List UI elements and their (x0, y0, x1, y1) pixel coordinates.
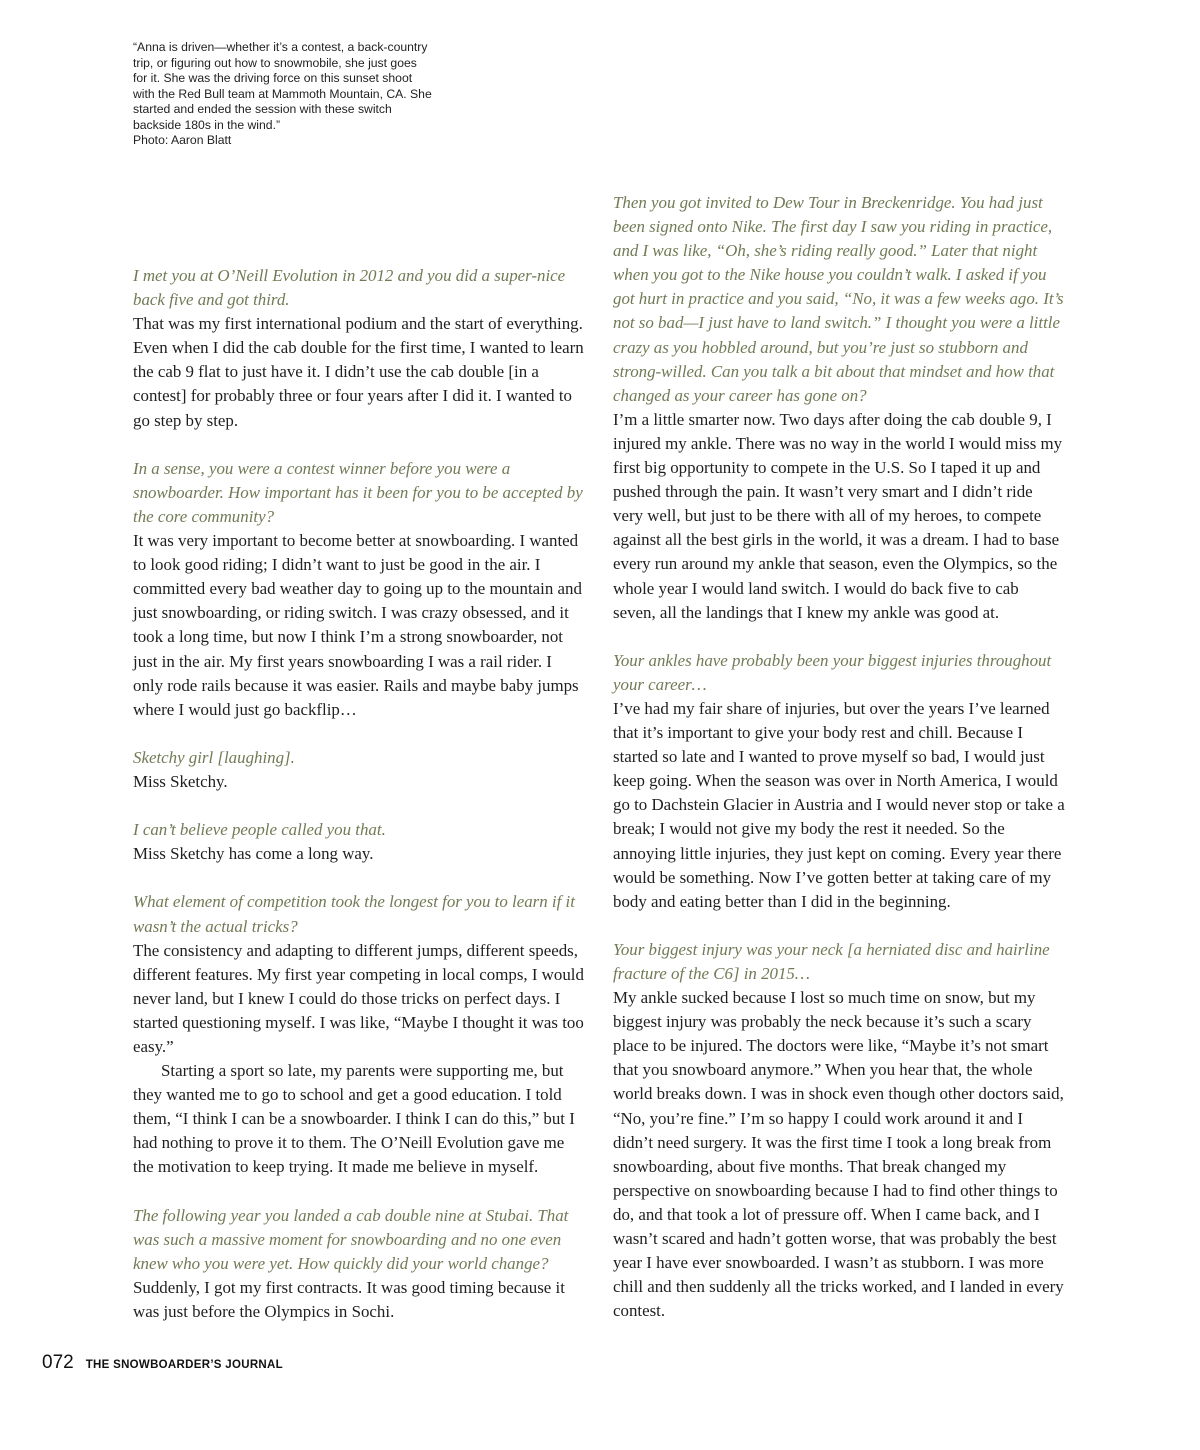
page-number: 072 (42, 1352, 74, 1373)
question: I met you at O’Neill Evolution in 2012 and you did a super-nice back five and got third. (133, 266, 566, 310)
question: Then you got invited to Dew Tour in Breckenridge. You had just been signed onto Nike. The first day I saw you riding in practice, and I was like, “Oh, she’s riding really good.” Later that night when you got to the Nike house you couldn’t walk. I asked if you got hurt in practice and you said, “No, it was a few weeks ago. It’s not so bad—I just have to land switch.” I thought you were a little crazy as you hobbled around, but you’re just so stubborn and strong-willed. Can you talk a bit about that mindset and how that changed as your career has gone on? (613, 193, 1064, 405)
question: Your ankles have probably been your biggest injuries throughout your career… (613, 650, 1052, 694)
answer: I’m a little smarter now. Two days after doing the cab double 9, I injured my ankle. There was no way in the world I would miss my first big opportunity to compete in the U.S. So I taped it up and pushed through the pain. It wasn’t very smart and I didn’t ride very well, but just to be there with all of my heroes, to compete against all the best girls in the world, it was a dream. I had to base every run around my ankle that season, even the Olympics, so the whole year I would land switch. I would do back five to cab seven, all the landings that I knew my ankle was good at. (613, 409, 1063, 622)
qa-block (133, 1204, 585, 1324)
question: In a sense, you were a contest winner before you were a snowboarder. How important has it been for you to be accepted by the core community? (133, 458, 583, 526)
left-column (133, 264, 585, 1348)
answer: It was very important to become better at snowboarding. I wanted to look good riding; I didn’t want to just be good in the air. I committed every bad weather day to going up to the mountain and just snowboarding, or riding switch. I was crazy obsessed, and it took a long time, but now I think I’m a strong snowboarder, not just in the air. My first years snowboarding I was a rail rider. I only rode rails because it was easier. Rails and maybe baby jumps where I would just go backflip… (133, 531, 582, 719)
caption-credit: Photo: Aaron Blatt (133, 133, 232, 147)
photo-caption (133, 40, 433, 149)
qa-block (613, 649, 1065, 914)
qa-block (133, 457, 585, 722)
answer: Suddenly, I got my first contracts. It was good timing because it was just before the Olympics in Sochi. (133, 1277, 565, 1322)
answer: I’ve had my fair share of injuries, but over the years I’ve learned that it’s important to give your body rest and chill. Because I started so late and I wanted to prove myself so bad, I would just keep going. When the season was over in North America, I would go to Dachstein Glacier in Austria and I would never stop or take a break; I would not give my body the rest it needed. So the annoying little injuries, they just kept on coming. Every year there would be something. Now I’ve gotten better at taking care of my body and eating better than I did in the beginning. (613, 698, 1065, 911)
qa-block (133, 818, 585, 866)
answer: Miss Sketchy. (133, 771, 228, 791)
qa-block (133, 264, 585, 433)
question: I can’t believe people called you that. (133, 820, 386, 840)
question: Your biggest injury was your neck [a herniated disc and hairline fracture of the C6] in 2015… (613, 939, 1050, 983)
question: The following year you landed a cab double nine at Stubai. That was such a massive moment for snowboarding and no one even knew who you were yet. How quickly did your world change? (133, 1205, 569, 1273)
answer: The consistency and adapting to different jumps, different speeds, different features. My first year competing in local comps, I would never land, but I knew I could do those tricks on perfect days. I started questioning myself. I was like, “Maybe I thought it was too easy.” (133, 940, 584, 1056)
qa-block (133, 890, 585, 1179)
qa-block (613, 191, 1065, 625)
question: What element of competition took the longest for you to learn if it wasn’t the actual tricks? (133, 892, 575, 936)
publication-title: THE SNOWBOARDER’S JOURNAL (85, 1359, 283, 1371)
right-column (613, 191, 1065, 1348)
answer: My ankle sucked because I lost so much time on snow, but my biggest injury was probably the neck because it’s such a scary place to be injured. The doctors were like, “Maybe it’s not smart that you snowboard anymore.” When you hear that, the whole world breaks down. I was in shock even though other doctors said, “No, you’re fine.” I’m so happy I could work around it and I didn’t need surgery. It was the first time I took a long break from snowboarding, about five months. That break changed my perspective on snowboarding because I had to find other things to do, and that took a lot of pressure off. When I came back, and I wasn’t scared and hadn’t gotten worse, that was probably the best year I have ever snowboarded. I wasn’t as stubborn. I was more chill and then suddenly all the tricks worked, and I landed in every contest. (613, 988, 1064, 1321)
answer: Miss Sketchy has come a long way. (133, 844, 374, 864)
page-footer (42, 1352, 283, 1374)
qa-block (133, 746, 585, 794)
answer: That was my first international podium and the start of everything. Even when I did the cab double for the first time, I wanted to learn the cab 9 flat to just have it. I didn’t use the cab double [in a contest] for probably three or four years after I did it. I wanted to go step by step. (133, 314, 584, 430)
question: Sketchy girl [laughing]. (133, 747, 295, 767)
caption-quote: “Anna is driven—whether it’s a contest, a back-country trip, or figuring out how to snowmobile, she just goes for it. She was the driving force on this sunset shoot with the Red Bull team at Mammoth Mountain, CA. She started and ended the session with these switch backside 180s in the wind.” (133, 40, 432, 132)
answer-paragraph: Starting a sport so late, my parents were supporting me, but they wanted me to go to school and get a good education. I told them, “I think I can be a snowboarder. I think I can do this,” but I had nothing to prove it to them. The O’Neill Evolution gave me the motivation to keep trying. It made me believe in myself. (133, 1061, 575, 1177)
qa-block (613, 938, 1065, 1324)
